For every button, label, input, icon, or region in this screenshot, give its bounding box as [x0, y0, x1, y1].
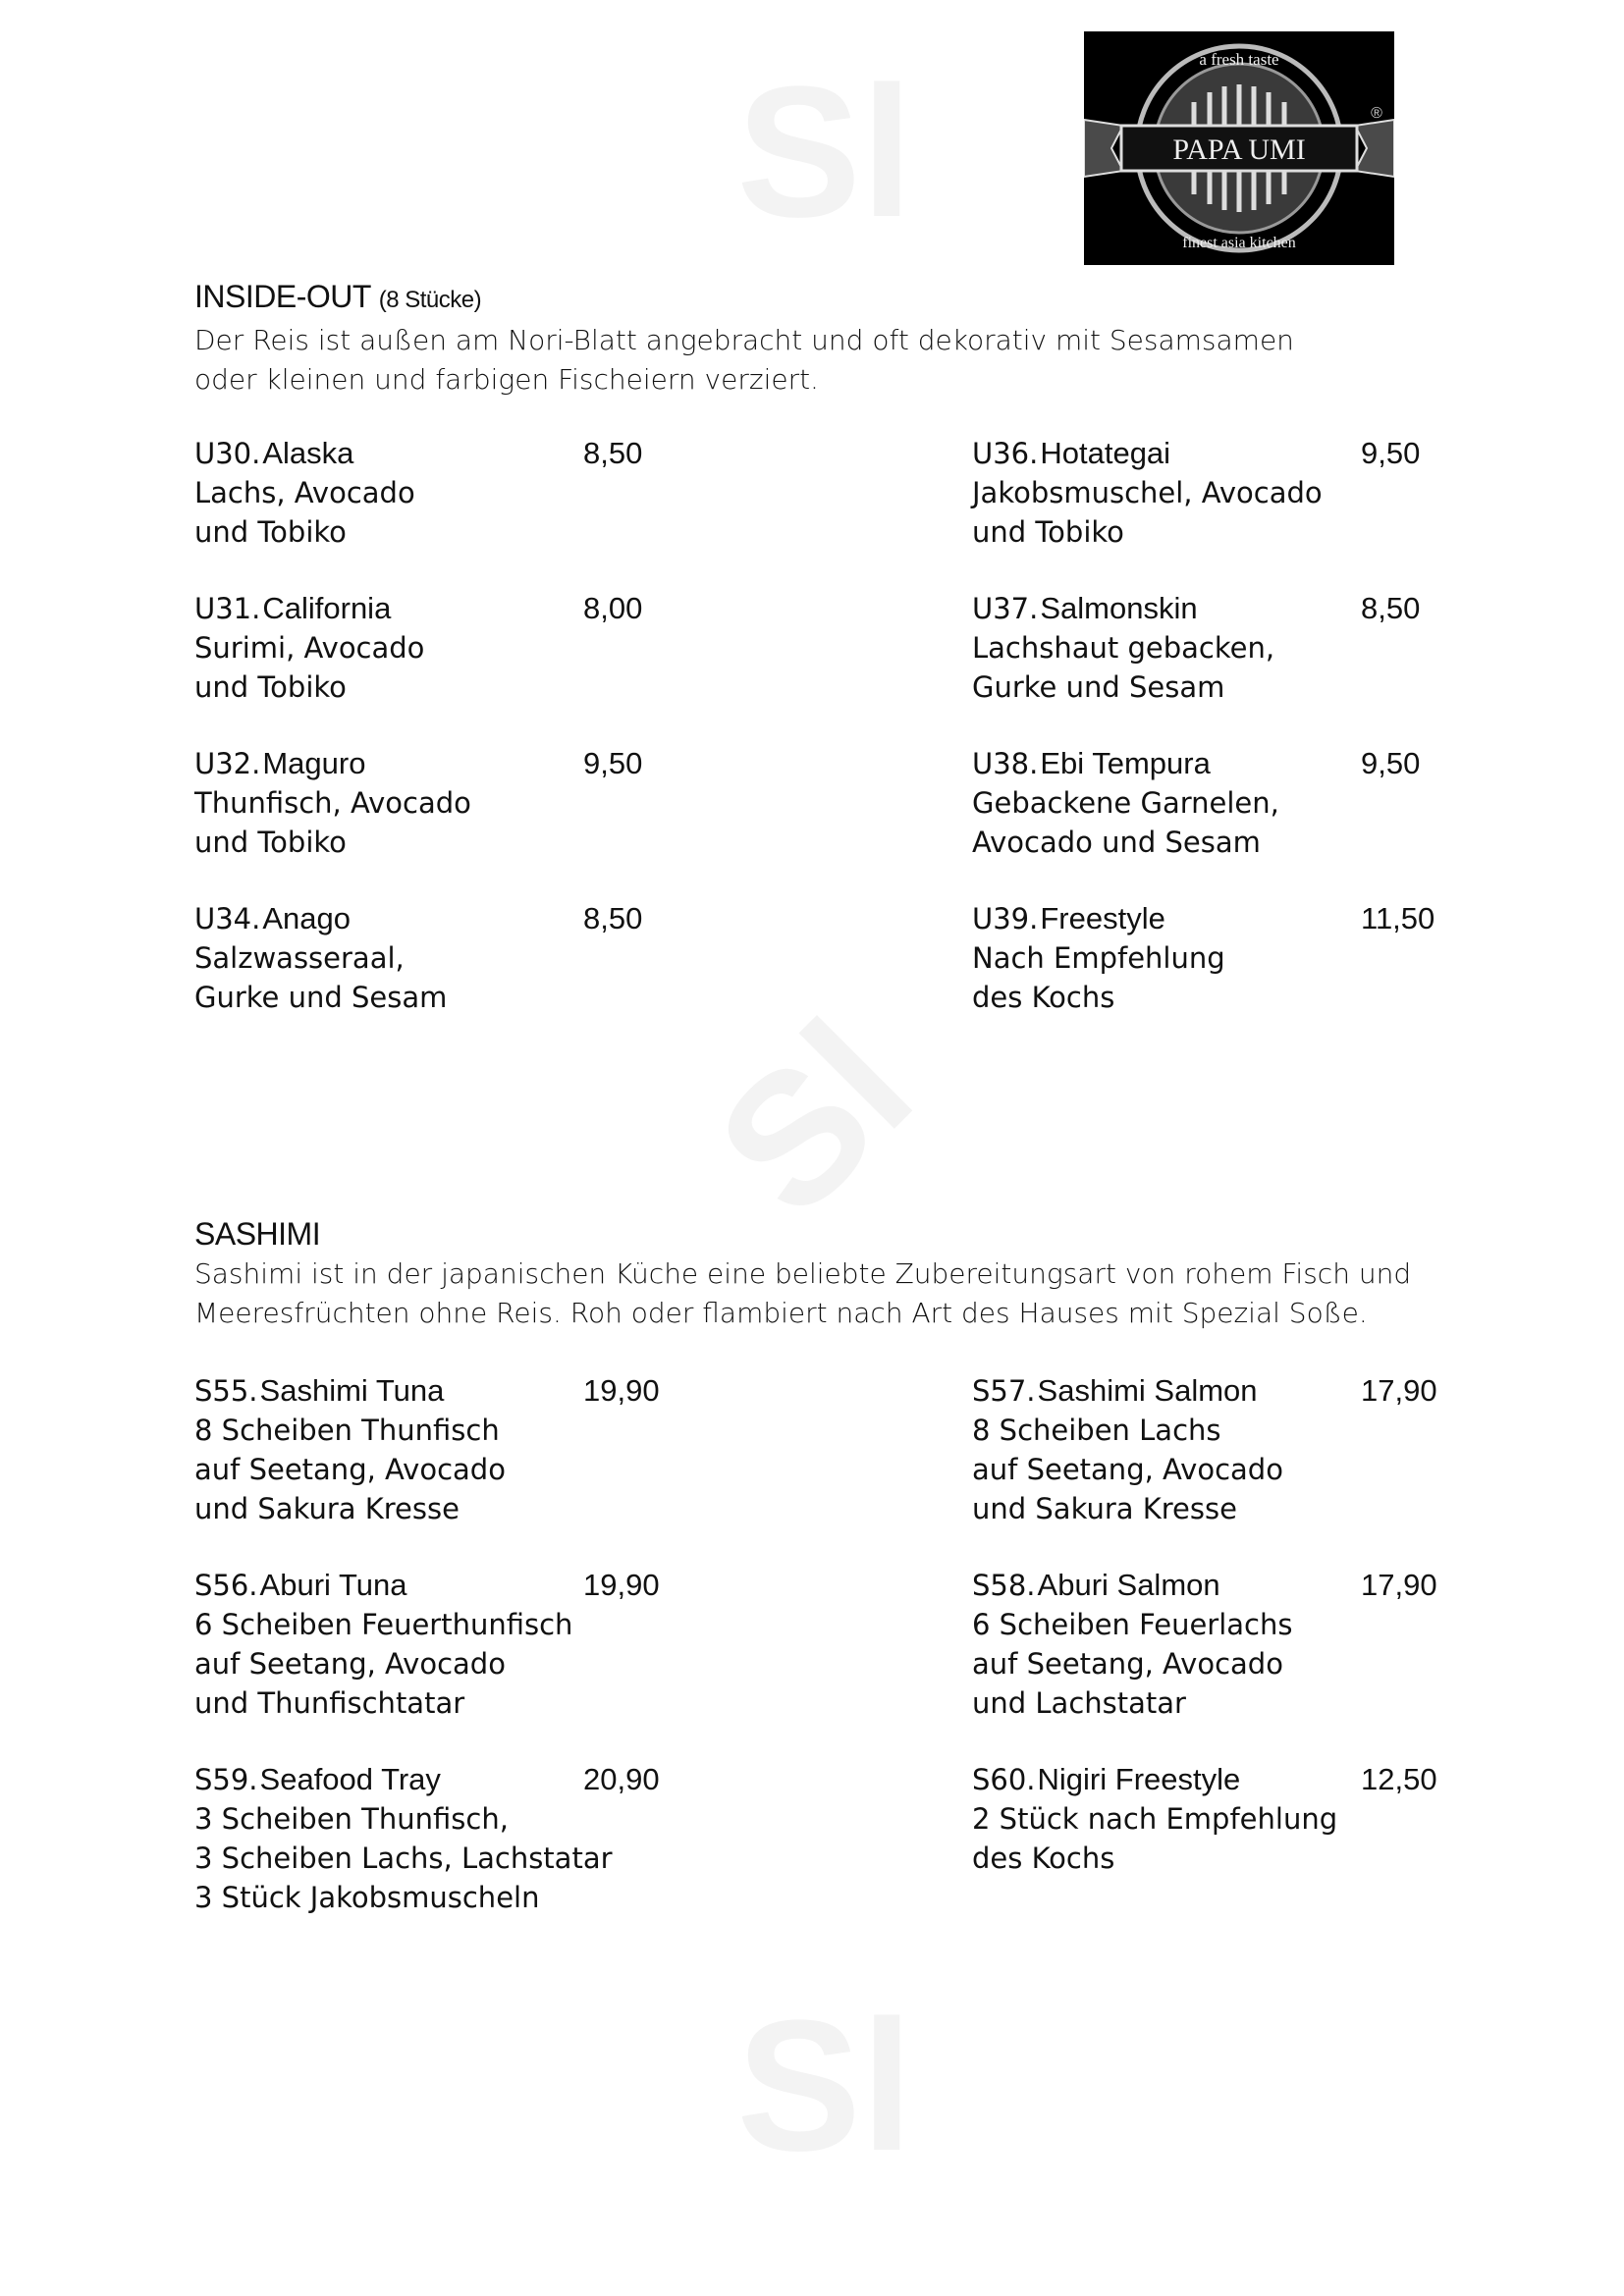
item-price: 19,90	[583, 1568, 660, 1602]
menu-item	[194, 744, 882, 862]
menu-item	[194, 589, 882, 707]
item-description: Nach Empfehlung des Kochs	[972, 941, 1225, 1014]
item-price: 11,50	[1361, 901, 1435, 935]
item-name: Anago	[262, 901, 351, 935]
menu-item	[194, 1566, 882, 1723]
menu-item	[972, 434, 1624, 552]
item-price: 17,90	[1361, 1373, 1437, 1408]
item-name: Aburi Salmon	[1037, 1568, 1220, 1602]
item-description: Jakobsmuschel, Avocado und Tobiko	[972, 476, 1323, 549]
inside-out-section	[194, 277, 1510, 400]
registered-mark: ®	[1371, 105, 1382, 122]
item-code: S60.	[972, 1763, 1036, 1796]
item-description: Thunfisch, Avocado und Tobiko	[194, 786, 471, 859]
item-description: 6 Scheiben Feuerlachs auf Seetang, Avocado und Lachstatar	[972, 1608, 1293, 1720]
sashimi-section	[194, 1214, 1510, 1333]
item-description: 2 Stück nach Empfehlung des Kochs	[972, 1802, 1338, 1875]
menu-item	[972, 589, 1624, 707]
item-code: U36.	[972, 437, 1039, 470]
menu-item	[972, 899, 1624, 1017]
section-title	[194, 277, 1510, 320]
item-price: 8,50	[1361, 591, 1421, 625]
description-line: Meeresfrüchten ohne Reis. Roh oder flambiert nach Art des Hauses mit Spezial Soße.	[194, 1297, 1368, 1329]
item-price: 8,50	[583, 436, 643, 470]
item-description: Lachs, Avocado und Tobiko	[194, 476, 415, 549]
section-subtitle: (8 Stücke)	[378, 287, 482, 313]
item-price: 9,50	[1361, 436, 1421, 470]
svg-text:Sl: Sl	[736, 48, 913, 256]
item-price: 20,90	[583, 1762, 660, 1796]
item-name: Sashimi Salmon	[1037, 1373, 1258, 1408]
item-code: U39.	[972, 902, 1039, 935]
description-line: oder kleinen und farbigen Fischeiern verziert.	[194, 363, 819, 396]
svg-text:Sl: Sl	[736, 1982, 913, 2190]
item-price: 9,50	[1361, 746, 1421, 780]
item-name: Maguro	[262, 746, 366, 780]
section-description	[194, 321, 1510, 400]
item-name: Aburi Tuna	[259, 1568, 407, 1602]
item-name: Nigiri Freestyle	[1037, 1762, 1241, 1796]
papa-umi-logo	[1084, 31, 1394, 265]
menu-item	[972, 744, 1624, 862]
menu-item	[972, 1371, 1624, 1528]
item-price: 17,90	[1361, 1568, 1437, 1602]
item-name: Ebi Tempura	[1040, 746, 1211, 780]
brand-tagline-top: a fresh taste	[1199, 50, 1279, 69]
section-title-text: INSIDE-OUT	[194, 279, 371, 314]
item-description: Gebackene Garnelen, Avocado und Sesam	[972, 786, 1279, 859]
item-description: 8 Scheiben Thunfisch auf Seetang, Avocado und Sakura Kresse	[194, 1414, 506, 1525]
item-description: 3 Scheiben Thunfisch, 3 Scheiben Lachs, Lachstatar 3 Stück Jakobsmuscheln	[194, 1802, 613, 1914]
item-price: 12,50	[1361, 1762, 1437, 1796]
item-code: U30.	[194, 437, 261, 470]
menu-item	[194, 899, 882, 1017]
item-price: 9,50	[583, 746, 643, 780]
item-code: U32.	[194, 747, 261, 780]
item-name: Seafood Tray	[259, 1762, 441, 1796]
item-name: California	[262, 591, 392, 625]
menu-item	[194, 434, 882, 552]
section-description	[194, 1255, 1510, 1333]
item-description: 6 Scheiben Feuerthunfisch auf Seetang, Avocado und Thunfischtatar	[194, 1608, 573, 1720]
item-price: 19,90	[583, 1373, 660, 1408]
svg-text:Sl: Sl	[677, 982, 950, 1255]
item-name: Salmonskin	[1040, 591, 1198, 625]
item-name: Hotategai	[1040, 436, 1171, 470]
item-code: S59.	[194, 1763, 258, 1796]
item-description: Salzwasseraal, Gurke und Sesam	[194, 941, 448, 1014]
item-code: U37.	[972, 592, 1039, 625]
item-description: Lachshaut gebacken, Gurke und Sesam	[972, 631, 1275, 704]
item-name: Alaska	[262, 436, 354, 470]
item-code: S58.	[972, 1569, 1036, 1602]
watermark-logo	[412, 1953, 1237, 2248]
item-description: Surimi, Avocado und Tobiko	[194, 631, 425, 704]
item-code: S56.	[194, 1569, 258, 1602]
description-line: Der Reis ist außen am Nori-Blatt angebracht und oft dekorativ mit Sesamsamen	[194, 324, 1294, 356]
item-price: 8,00	[583, 591, 643, 625]
item-description: 8 Scheiben Lachs auf Seetang, Avocado und Sakura Kresse	[972, 1414, 1283, 1525]
menu-item	[194, 1760, 882, 1917]
item-code: U31.	[194, 592, 261, 625]
description-line: Sashimi ist in der japanischen Küche eine beliebte Zubereitungsart von rohem Fisch und	[194, 1257, 1412, 1290]
brand-tagline-bottom: finest asia kitchen	[1182, 235, 1296, 251]
menu-item	[194, 1371, 882, 1528]
item-code: U34.	[194, 902, 261, 935]
item-code: S57.	[972, 1374, 1036, 1408]
item-price: 8,50	[583, 901, 643, 935]
item-code: S55.	[194, 1374, 258, 1408]
menu-item	[972, 1566, 1624, 1723]
menu-item	[972, 1760, 1624, 1878]
item-name: Sashimi Tuna	[259, 1373, 445, 1408]
brand-name: PAPA UMI	[1172, 133, 1306, 166]
item-code: U38.	[972, 747, 1039, 780]
item-name: Freestyle	[1040, 901, 1165, 935]
section-title: SASHIMI	[194, 1216, 321, 1252]
